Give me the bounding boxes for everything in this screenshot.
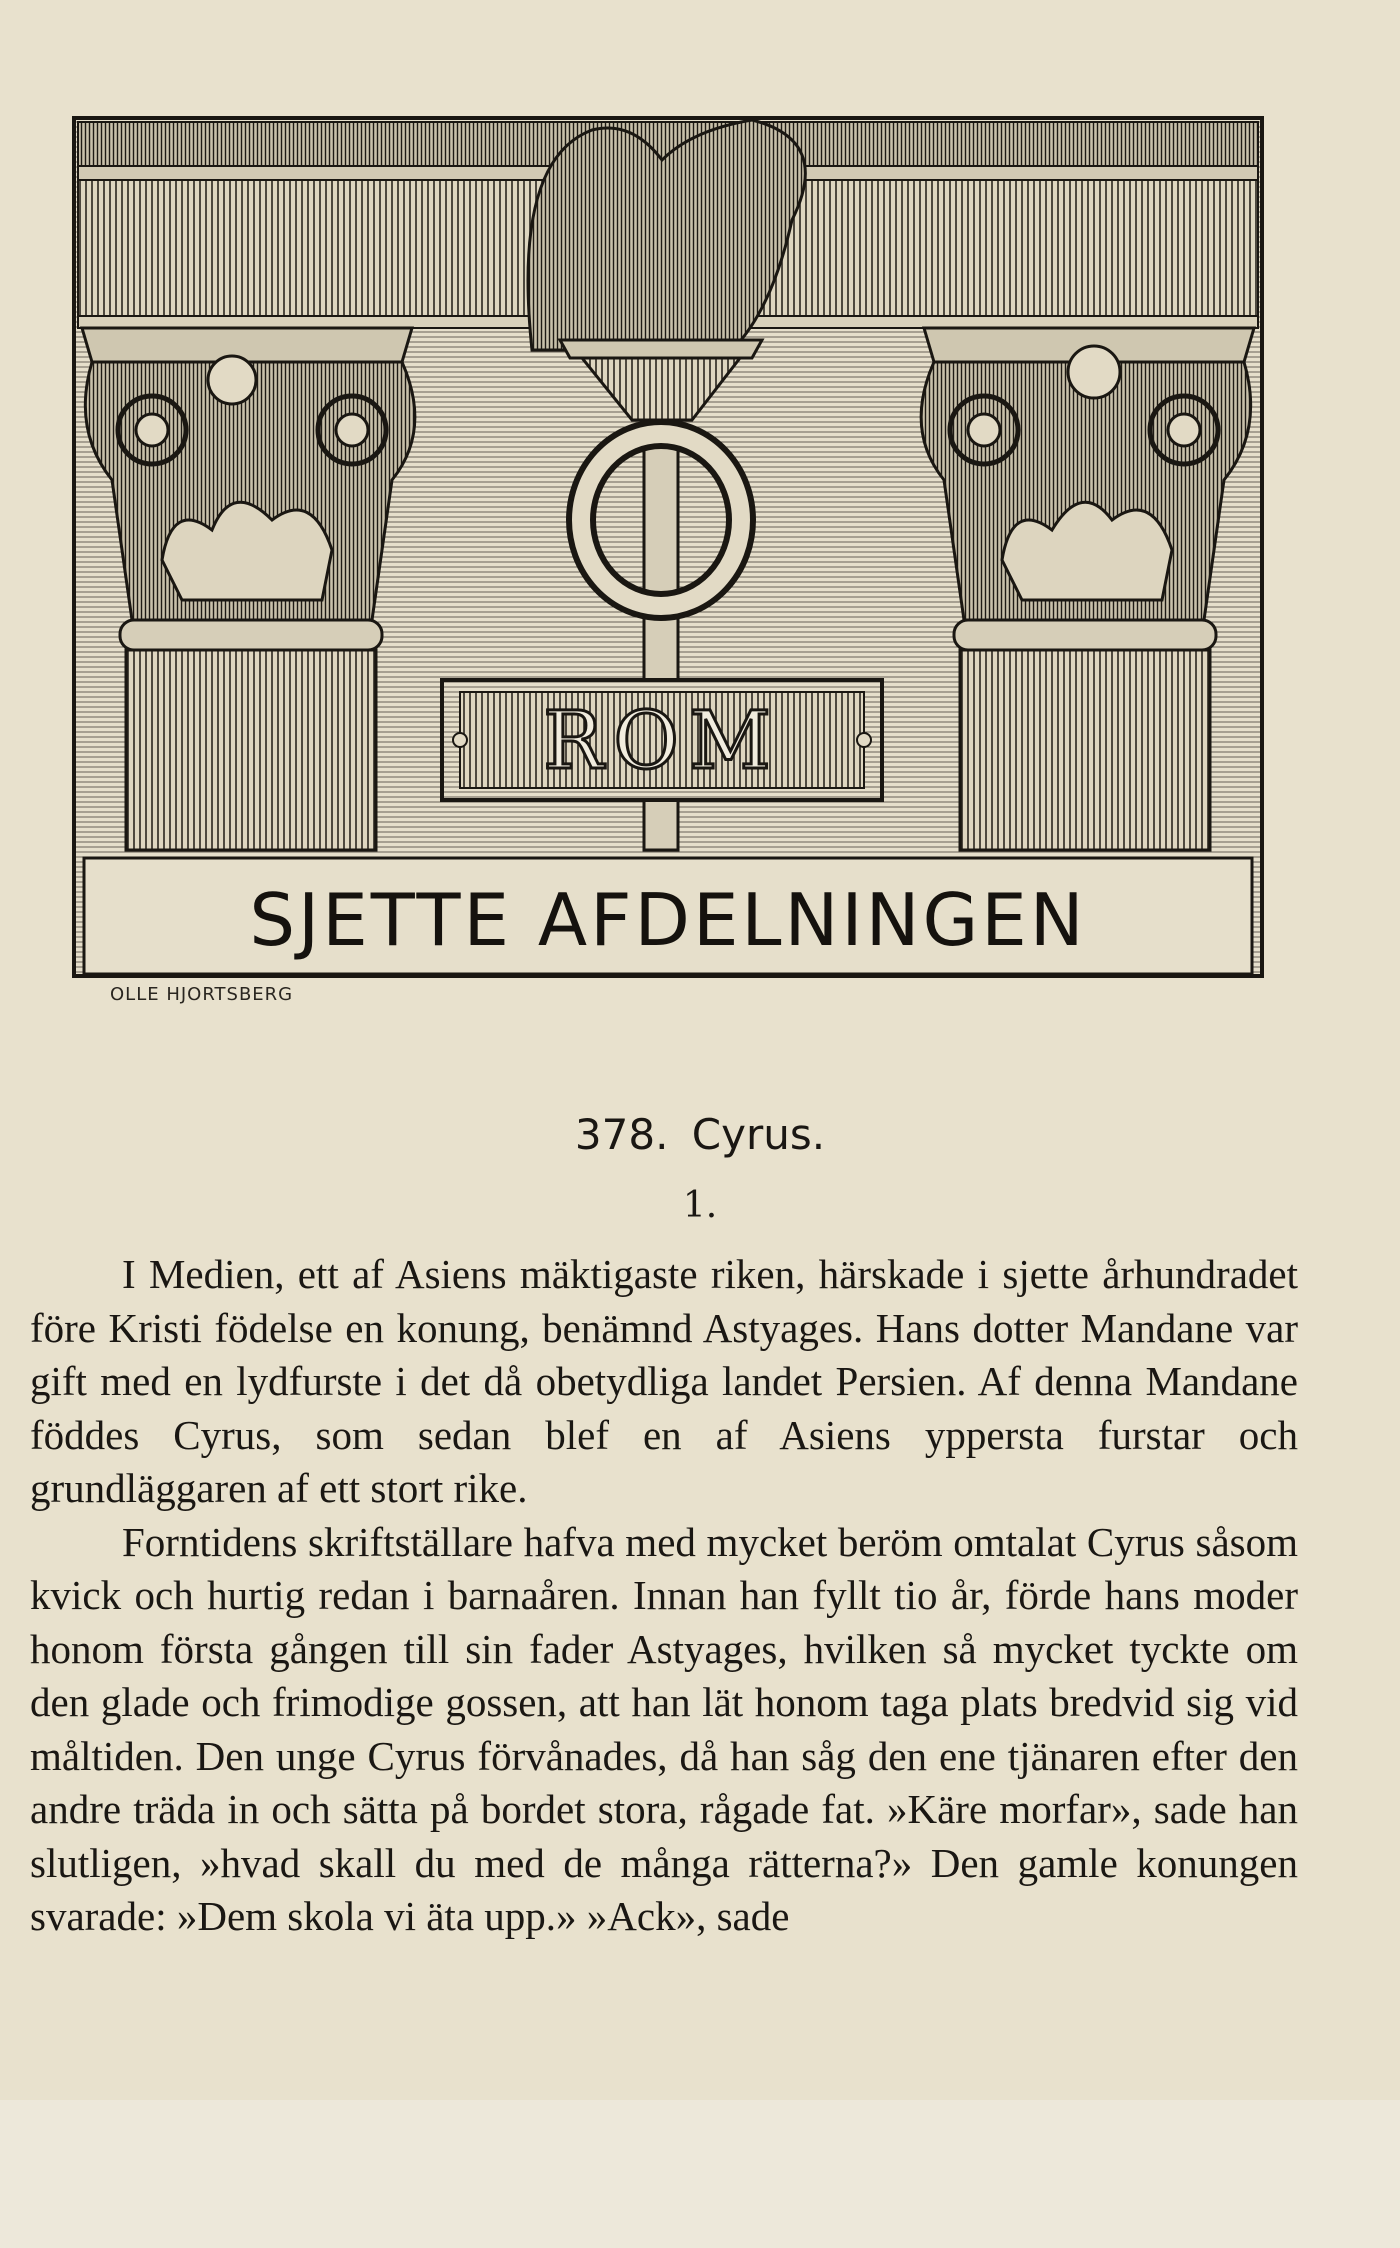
- left-column: [82, 328, 415, 850]
- paragraph: I Medien, ett af Asiens mäktigaste riken, härskade i sjette århundradet före Kristi födelse en konung, benämnd Astyages. Hans dotter Mandane var gift med en lydfurste i det då obetydliga landet Persien. Af denna Mandane föddes Cyrus, som sedan blef en af Asiens yppersta furstar och grundläggaren af ett stort rike.: [30, 1251, 1298, 1511]
- header-illustration: [72, 100, 1264, 980]
- engraving-svg: [72, 100, 1264, 980]
- right-column: [921, 328, 1254, 850]
- section-number: 1.: [682, 1185, 718, 1226]
- body-text: [30, 1248, 1298, 1944]
- artist-signature: OLLE HJORTSBERG: [110, 984, 294, 1005]
- chapter-heading: 378. Cyrus.: [574, 1110, 826, 1159]
- plaque-text: ROM: [543, 693, 781, 787]
- page-bottom-margin: [0, 2100, 1400, 2248]
- section-banner-title: SJETTE AFDELNINGEN: [249, 878, 1087, 962]
- paragraph: Forntidens skriftställare hafva med mycket beröm omtalat Cyrus såsom kvick och hurtig redan i barnaåren. Innan han fyllt tio år, förde hans moder honom första gången till sin fader Astyages, hvilken så mycket tyckte om den glade och frimodige gossen, att han lät honom taga plats bredvid sig vid måltiden. Den unge Cyrus förvånades, då han såg den ene tjänaren efter den andre träda in och sätta på bordet stora, rågade fat. »Käre morfar», sade han slutligen, »hvad skall du med de många rätterna?» Den gamle konungen svarade: »Dem skola vi äta upp.» »Ack», sade: [30, 1518, 1298, 1939]
